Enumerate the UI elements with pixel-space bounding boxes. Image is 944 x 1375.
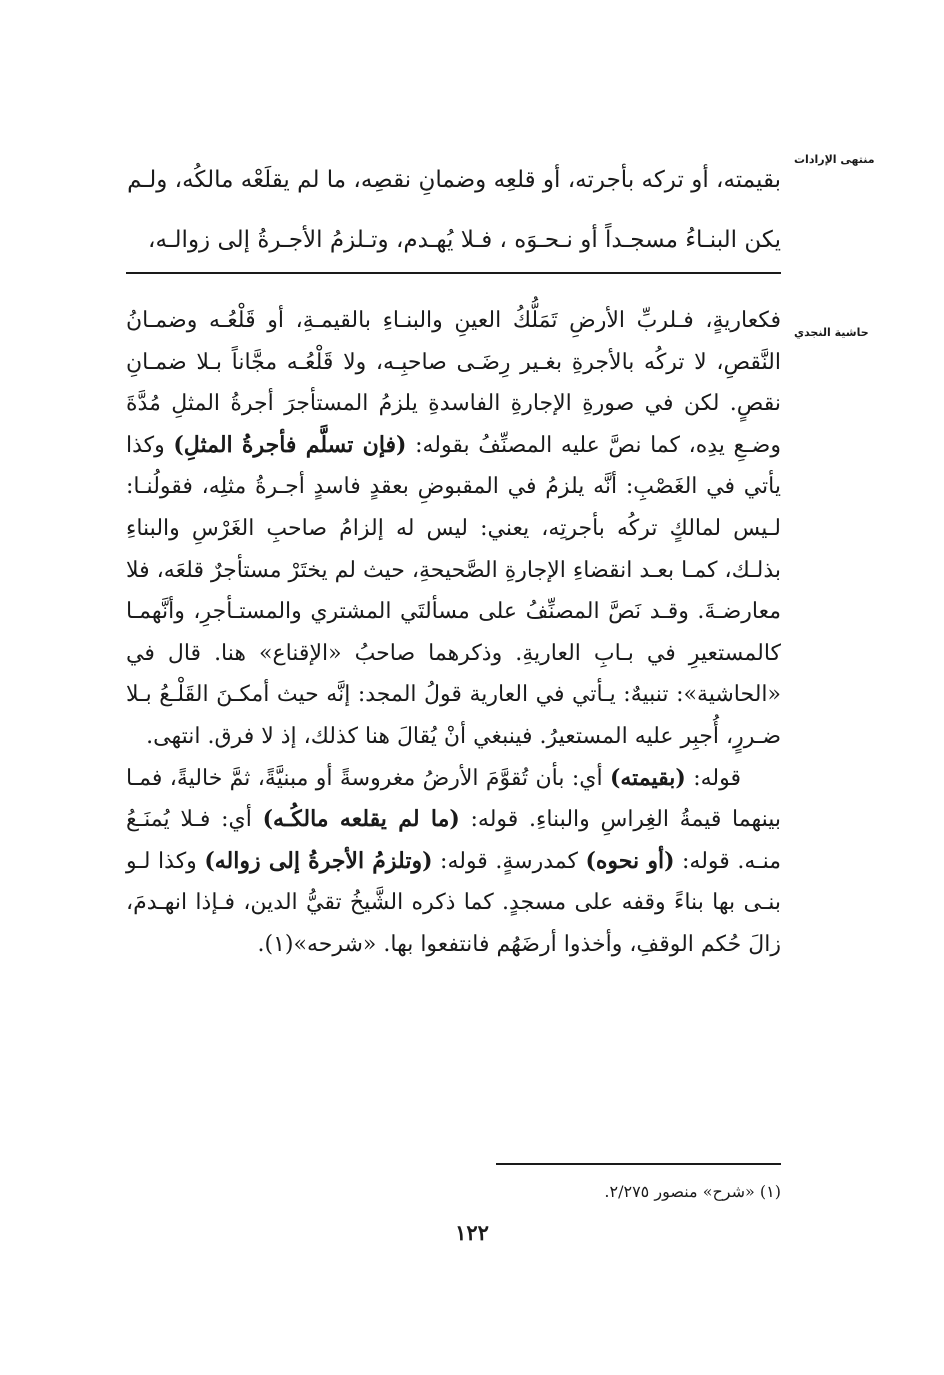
commentary-paragraph bbox=[126, 300, 781, 758]
main-text-line: بقيمته، أو تركه بأجرته، أو قلعِه وضمانِ نقصِه، ما لم يقلَعْه مالكُه، ولـم bbox=[127, 167, 781, 193]
commentary-paragraph bbox=[126, 758, 781, 966]
page-number: ١٢٢ bbox=[455, 1220, 489, 1245]
footnote-divider bbox=[496, 1163, 781, 1165]
main-text-line: يكن البنـاءُ مسجـداً أو نـحـوَه ، فـلا يُهـدم، وتـلزمُ الأجـرةُ إلى زوالـه، bbox=[148, 227, 781, 253]
commentary-text: قوله: bbox=[685, 765, 741, 791]
side-label-muntaha: منتهى الإرادات bbox=[794, 153, 875, 166]
quoted-lemma: (بقيمته) bbox=[609, 764, 686, 791]
side-label-hashiya: حاشية النجدي bbox=[794, 326, 869, 339]
footnote: (١) «شرح» منصور ٢/٢٧٥. bbox=[604, 1182, 781, 1201]
main-text bbox=[126, 150, 781, 270]
quoted-lemma: (ما لم يقلعه مالكُـه) bbox=[262, 806, 460, 833]
commentary-text: وكذا يأتي في الغَصْبِ: أنَّه يلزمُ في المقبوضِ بعقدٍ فاسدٍ أجـرةُ مثلِه، فقولُنـا: لـيس لمالكٍ تركُه بأجرتِه، يعني: ليس له إلزامُ صاحبِ الغَرْسِ والبناءِ بذلـك، كمـا بعـد انقضاءِ الإجارةِ الصَّحيحةِ، حيث لم يختَرْ مستأجرٌ قلعَه، فلا معارضـةَ. وقـد نَصَّ المصنِّفُ على مسألتَي المشتري والمستـأجرِ، وأنَّهمـا كالمستعيرِ في بـابِ العاريةِ. وذكرهما صاحبُ «الإقناع» هنا. قال في «الحاشية»: تنبيهٌ: يـأتي في العارية قولُ المجد: إنَّه حيث أمكـنَ القَلْـعُ بـلا ضـررٍ، أُجبِر عليه المستعيرُ. فينبغي أنْ يُقالَ هنا كذلك، إذ لا فرق. انتهى. bbox=[126, 432, 781, 749]
quoted-lemma: (وتلزمُ الأجرةُ إلى زواله) bbox=[204, 847, 433, 874]
main-text-divider bbox=[126, 272, 781, 274]
quoted-lemma: (أو نحوه) bbox=[585, 847, 675, 874]
commentary bbox=[126, 300, 781, 966]
commentary-text: كمدرسةٍ. قوله: bbox=[432, 848, 586, 874]
commentary-text: أي: بأن تُقوَّمَ الأرضُ مغروسةً أو مبنيَّةً، ثمَّ خاليةً، فمـا بينهما قيمةُ الغِراسِ والبناءِ. قوله: bbox=[126, 765, 782, 833]
commentary-text: فكعاريةٍ، فـلربِّ الأرضِ تَمَلُّكُ العينِ والبنـاءِ بالقيمـةِ، أو قَلْعُـه وضمـانُ النَّقصِ، لا تركُه بالأجرةِ بغـير رِضَـى صاحبِـه، ولا قَلْعُـه مجَّاناً بـلا ضمـانِ نقصٍ. لكن في صورةِ الإجارةِ الفاسدةِ يلزمُ المستأجرَ أجرةُ المثلِ مُدَّةَ وضـعِ يدِه، كما نصَّ عليه المصنِّفُ بقوله: bbox=[126, 308, 781, 458]
commentary-text: أي: فـلا يُمنَـعُ منـه. قوله: bbox=[126, 807, 782, 874]
quoted-lemma: (فإن تسلَّم فأجرةُ المثلِ) bbox=[173, 431, 407, 458]
commentary-text: وكذا لـو بنـى بها بناءً وقفه على مسجدٍ. كما ذكره الشَّيخُ تقيُّ الدين، فـإذا انهـدمَ، زالَ حُكم الوقفِ، وأخذوا أرضَهُم فانتفعوا بها. «شرحه»(١). bbox=[126, 848, 781, 957]
